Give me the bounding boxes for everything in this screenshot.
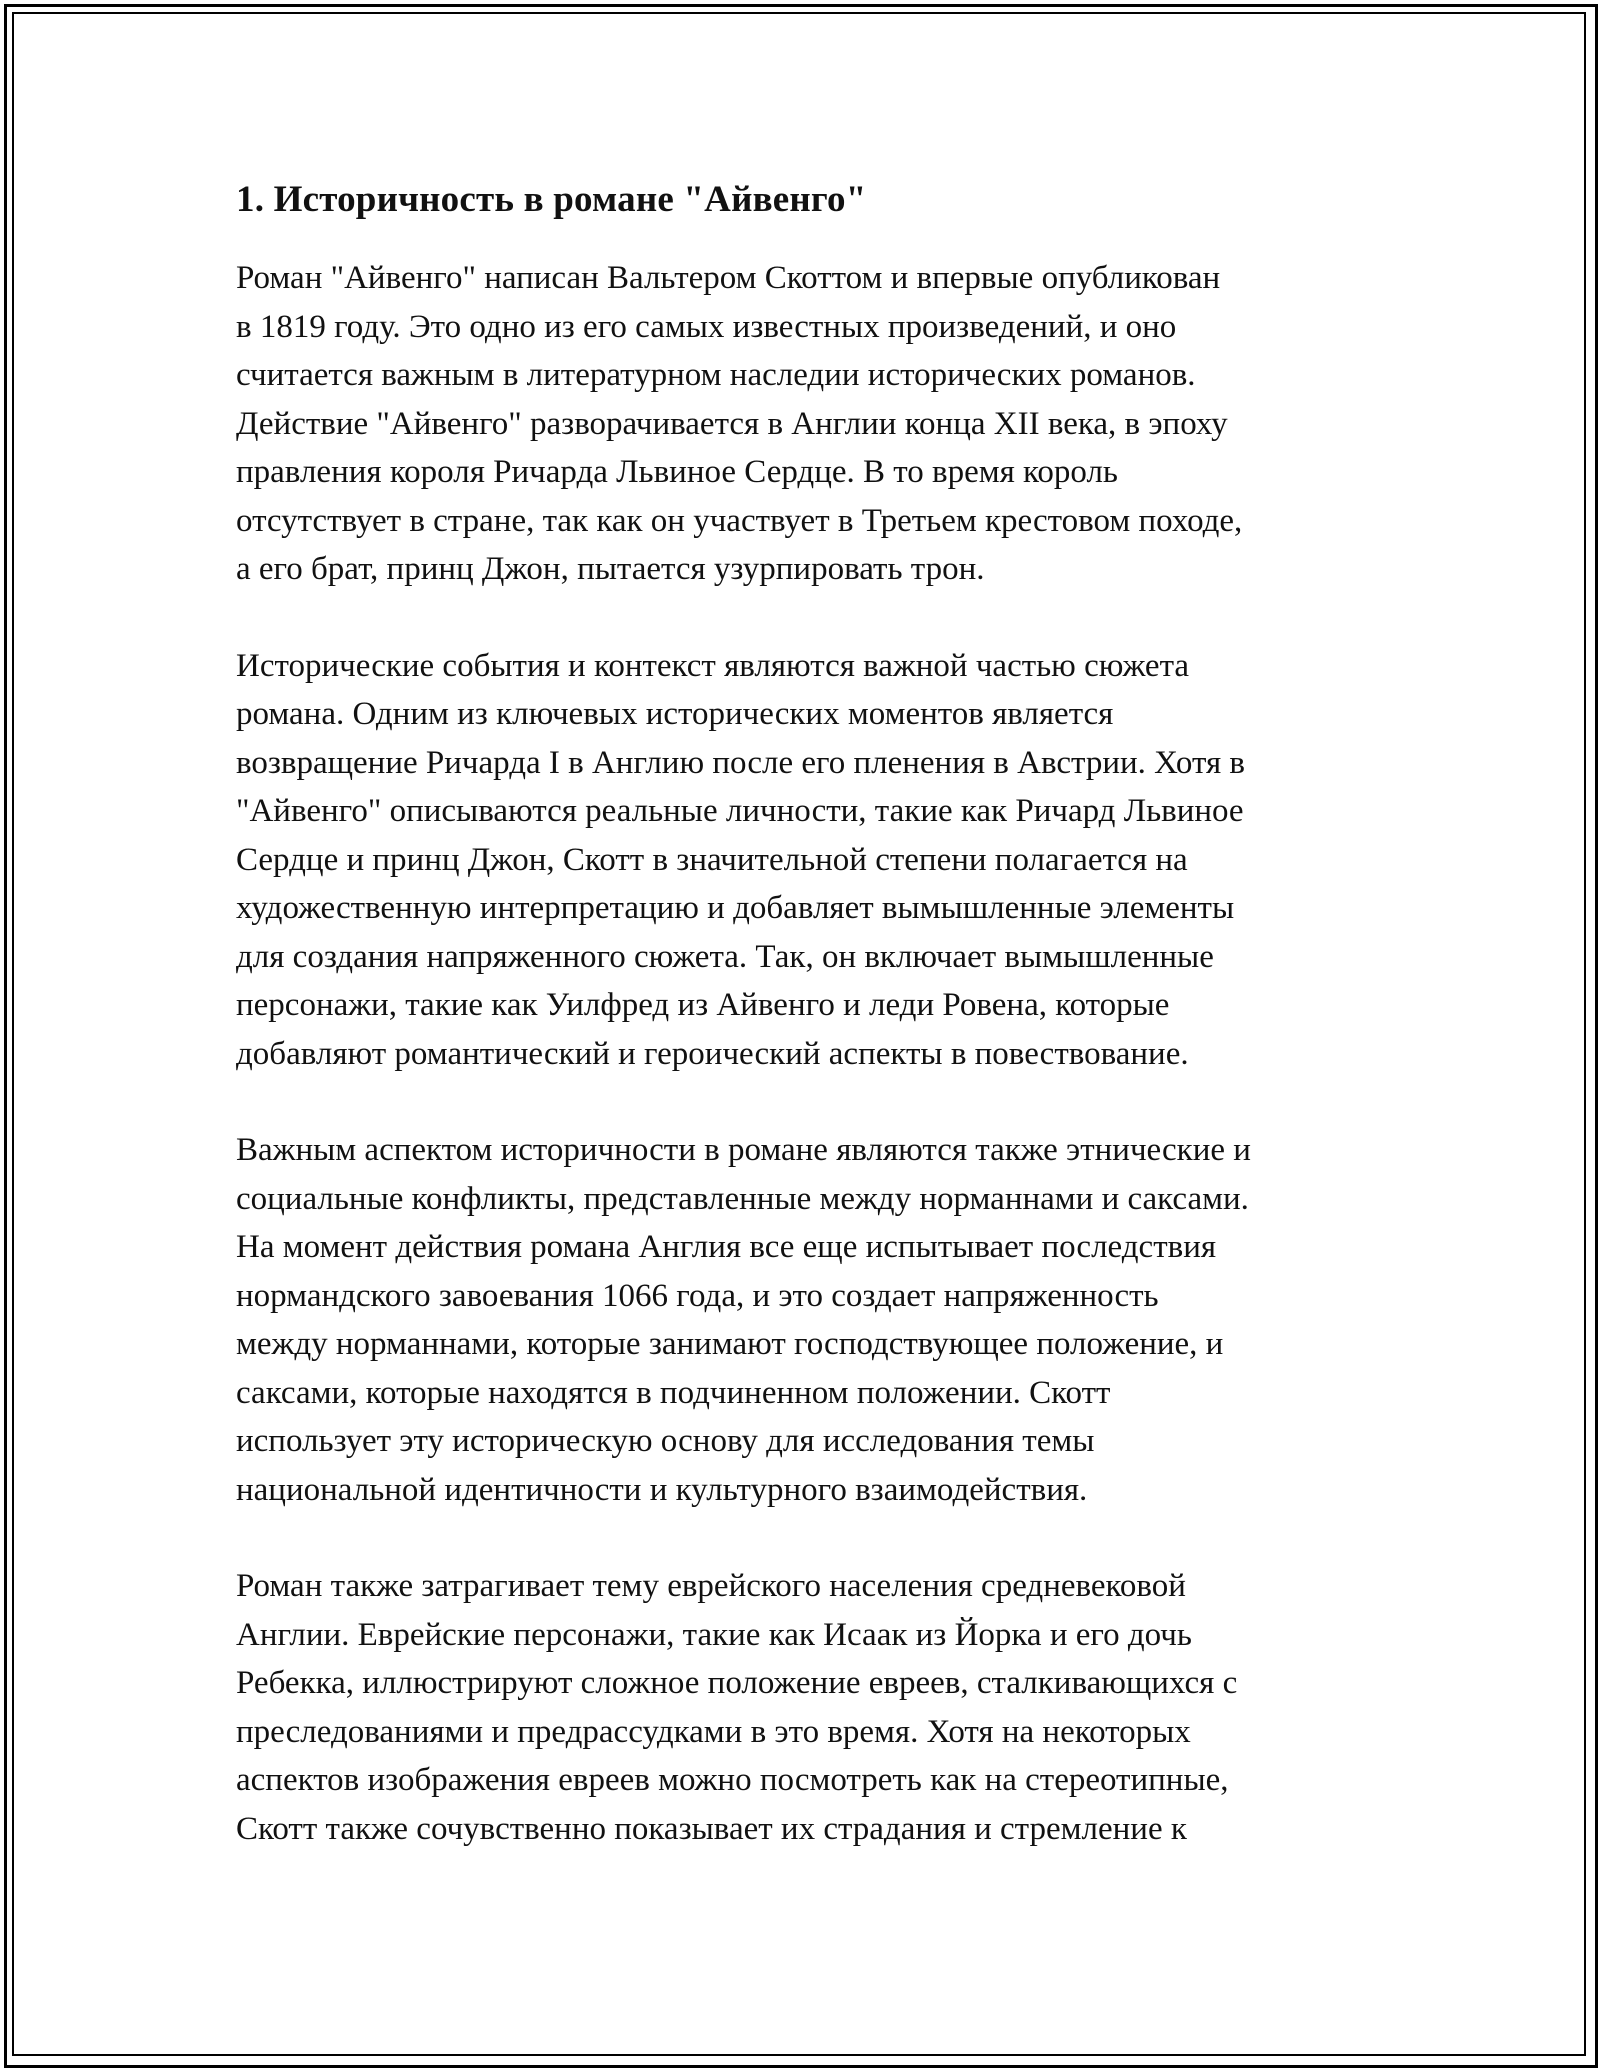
text-line: художественную интерпретацию и добавляет вымышленные элементы	[236, 890, 1235, 927]
text-line: Роман "Айвенго" написан Вальтером Скоттом и впервые опубликован	[236, 260, 1221, 297]
text-line: социальные конфликты, представленные между норманнами и саксами.	[236, 1180, 1249, 1217]
text-line: Сердце и принц Джон, Скотт в значительной степени полагается на	[236, 841, 1188, 878]
text-line: Англии. Еврейские персонажи, такие как Исаак из Йорка и его дочь	[236, 1616, 1192, 1653]
text-line: между норманнами, которые занимают господствующее положение, и	[236, 1326, 1224, 1363]
text-line: правления короля Ричарда Львиное Сердце. В то время король	[236, 454, 1118, 491]
text-line: преследованиями и предрассудками в это время. Хотя на некоторых	[236, 1713, 1191, 1750]
text-line: возвращение Ричарда I в Англию после его пленения в Австрии. Хотя в	[236, 744, 1245, 781]
text-line: отсутствует в стране, так как он участвует в Третьем крестовом походе,	[236, 502, 1243, 539]
text-line: аспектов изображения евреев можно посмотреть как на стереотипные,	[236, 1762, 1229, 1799]
text-line: Исторические события и контекст являются важной частью сюжета	[236, 647, 1190, 684]
text-line: в 1819 году. Это одно из его самых известных произведений, и оно	[236, 308, 1177, 345]
text-line: использует эту историческую основу для исследования темы	[236, 1423, 1095, 1460]
text-line: для создания напряженного сюжета. Так, он включает вымышленные	[236, 938, 1214, 975]
text-line: персонажи, такие как Уилфред из Айвенго и леди Ровена, которые	[236, 987, 1170, 1024]
paragraph-4	[236, 1562, 1386, 1853]
text-line: Действие "Айвенго" разворачивается в Англии конца XII века, в эпоху	[236, 405, 1228, 442]
paragraph-3	[236, 1126, 1386, 1514]
text-line: национальной идентичности и культурного взаимодействия.	[236, 1471, 1088, 1508]
document-body	[236, 178, 1386, 1901]
text-line: На момент действия романа Англия все еще испытывает последствия	[236, 1229, 1217, 1266]
text-line: нормандского завоевания 1066 года, и это создает напряженность	[236, 1277, 1159, 1314]
text-line: Ребекка, иллюстрируют сложное положение евреев, сталкивающихся с	[236, 1665, 1238, 1702]
text-line: Роман также затрагивает тему еврейского населения средневековой	[236, 1568, 1186, 1605]
text-line: добавляют романтический и героический аспекты в повествование.	[236, 1035, 1189, 1072]
paragraph-2	[236, 642, 1386, 1079]
paragraph-1	[236, 254, 1386, 594]
text-line: считается важным в литературном наследии исторических романов.	[236, 357, 1196, 394]
text-line: а его брат, принц Джон, пытается узурпировать трон.	[236, 551, 985, 588]
text-line: Важным аспектом историчности в романе являются также этнические и	[236, 1132, 1251, 1169]
text-line: саксами, которые находятся в подчиненном положении. Скотт	[236, 1374, 1111, 1411]
section-heading: 1. Историчность в романе "Айвенго"	[236, 179, 867, 220]
text-line: Скотт также сочувственно показывает их страдания и стремление к	[236, 1810, 1187, 1847]
text-line: романа. Одним из ключевых исторических моментов является	[236, 696, 1114, 733]
text-line: "Айвенго" описываются реальные личности, такие как Ричард Львиное	[236, 793, 1244, 830]
